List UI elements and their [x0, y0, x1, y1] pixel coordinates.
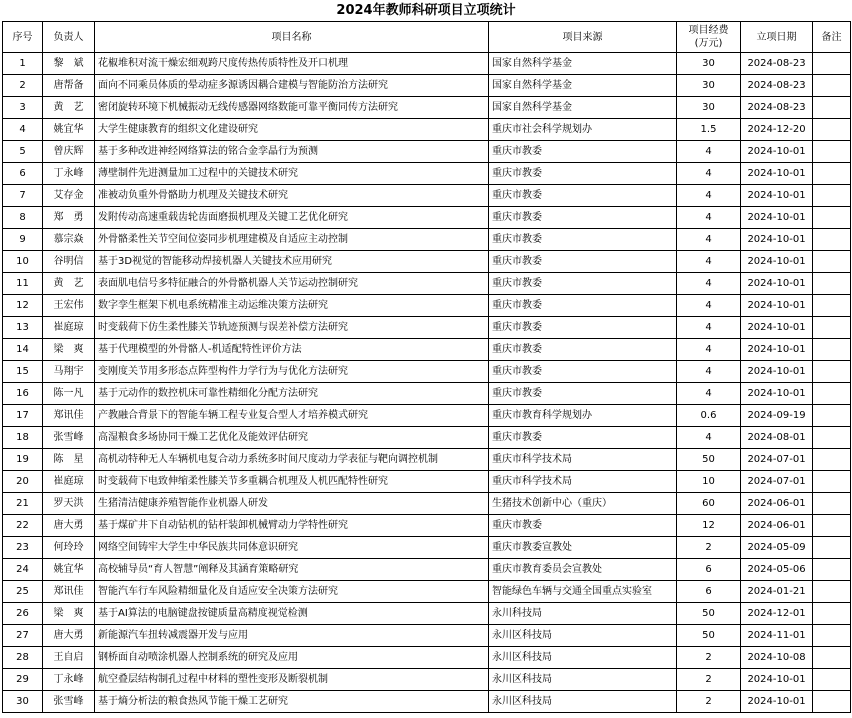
table-row	[3, 537, 851, 559]
row-owner-cell: 崔庭琼	[43, 317, 95, 339]
row-project-name-cell: 变刚度关节用多形态点阵型构件力学行为与优化方法研究	[95, 361, 489, 383]
row-project-name-cell: 大学生健康教育的组织文化建设研究	[95, 119, 489, 141]
row-source-cell: 重庆市教委	[489, 185, 677, 207]
row-funding-cell: 10	[677, 471, 741, 493]
row-source-cell: 国家自然科学基金	[489, 75, 677, 97]
row-date-cell: 2024-10-01	[741, 361, 813, 383]
row-remark-cell	[813, 647, 851, 669]
row-source-cell: 重庆市教委	[489, 317, 677, 339]
row-funding-cell: 6	[677, 559, 741, 581]
row-remark-cell	[813, 559, 851, 581]
row-source-cell: 重庆市教育委员会宣教处	[489, 559, 677, 581]
row-owner-cell: 郑讯佳	[43, 405, 95, 427]
row-owner-cell: 罗天洪	[43, 493, 95, 515]
row-date-cell: 2024-12-20	[741, 119, 813, 141]
row-source-cell: 重庆市教委	[489, 427, 677, 449]
row-project-name-cell: 面向不同乘员体质的晕动症多源诱因耦合建模与智能防治方法研究	[95, 75, 489, 97]
row-funding-cell: 2	[677, 669, 741, 691]
row-funding-cell: 2	[677, 691, 741, 713]
table-row	[3, 449, 851, 471]
row-remark-cell	[813, 383, 851, 405]
row-funding-cell: 2	[677, 647, 741, 669]
row-index-cell: 25	[3, 581, 43, 603]
row-index-cell: 2	[3, 75, 43, 97]
row-index-cell: 8	[3, 207, 43, 229]
row-funding-cell: 4	[677, 251, 741, 273]
row-source-cell: 重庆市教委	[489, 141, 677, 163]
row-source-cell: 重庆市教育科学规划办	[489, 405, 677, 427]
row-funding-cell: 4	[677, 163, 741, 185]
row-remark-cell	[813, 515, 851, 537]
row-owner-cell: 梁 爽	[43, 339, 95, 361]
row-index-cell: 7	[3, 185, 43, 207]
row-date-cell: 2024-05-06	[741, 559, 813, 581]
header-project-name: 项目名称	[95, 22, 489, 53]
row-date-cell: 2024-10-01	[741, 669, 813, 691]
row-funding-cell: 4	[677, 361, 741, 383]
row-owner-cell: 陈一凡	[43, 383, 95, 405]
row-index-cell: 6	[3, 163, 43, 185]
header-source: 项目来源	[489, 22, 677, 53]
row-date-cell: 2024-10-01	[741, 273, 813, 295]
row-source-cell: 重庆市教委	[489, 251, 677, 273]
row-index-cell: 19	[3, 449, 43, 471]
table-row	[3, 581, 851, 603]
row-source-cell: 重庆市教委	[489, 339, 677, 361]
table-title: 2024年教师科研项目立项统计	[336, 3, 516, 18]
row-owner-cell: 黄 艺	[43, 97, 95, 119]
table-row	[3, 515, 851, 537]
row-date-cell: 2024-10-01	[741, 383, 813, 405]
row-funding-cell: 4	[677, 295, 741, 317]
row-remark-cell	[813, 97, 851, 119]
row-remark-cell	[813, 339, 851, 361]
row-source-cell: 重庆市教委	[489, 207, 677, 229]
row-source-cell: 智能绿色车辆与交通全国重点实验室	[489, 581, 677, 603]
table-row	[3, 229, 851, 251]
row-owner-cell: 何玲玲	[43, 537, 95, 559]
row-date-cell: 2024-11-01	[741, 625, 813, 647]
row-remark-cell	[813, 53, 851, 75]
row-project-name-cell: 基于元动作的数控机床可靠性精细化分配方法研究	[95, 383, 489, 405]
row-source-cell: 重庆市教委	[489, 515, 677, 537]
row-index-cell: 26	[3, 603, 43, 625]
row-project-name-cell: 基于多种改进神经网络算法的铭合金孪晶行为预测	[95, 141, 489, 163]
row-remark-cell	[813, 691, 851, 713]
row-project-name-cell: 密闭旋转环境下机械振动无线传感器网络数能可靠平衡同传方法研究	[95, 97, 489, 119]
row-funding-cell: 12	[677, 515, 741, 537]
row-date-cell: 2024-10-01	[741, 185, 813, 207]
row-project-name-cell: 花椒堆积对流干燥宏细观跨尺度传热传质特性及开口机理	[95, 53, 489, 75]
row-project-name-cell: 基于煤矿井下自动钻机的钻杆装卸机械臂动力学特性研究	[95, 515, 489, 537]
row-date-cell: 2024-08-23	[741, 97, 813, 119]
row-remark-cell	[813, 141, 851, 163]
row-owner-cell: 张雪峰	[43, 427, 95, 449]
project-table	[2, 21, 851, 713]
row-funding-cell: 4	[677, 383, 741, 405]
row-date-cell: 2024-09-19	[741, 405, 813, 427]
row-date-cell: 2024-10-08	[741, 647, 813, 669]
row-source-cell: 生猪技术创新中心（重庆）	[489, 493, 677, 515]
row-owner-cell: 郑 勇	[43, 207, 95, 229]
table-row	[3, 273, 851, 295]
row-project-name-cell: 钢桥面自动喷涂机器人控制系统的研究及应用	[95, 647, 489, 669]
row-remark-cell	[813, 493, 851, 515]
row-remark-cell	[813, 471, 851, 493]
table-row	[3, 119, 851, 141]
row-source-cell: 永川区科技局	[489, 669, 677, 691]
row-project-name-cell: 航空叠层结构制孔过程中材料的塑性变形及断裂机制	[95, 669, 489, 691]
row-remark-cell	[813, 317, 851, 339]
row-project-name-cell: 网络空间铸牢大学生中华民族共同体意识研究	[95, 537, 489, 559]
row-date-cell: 2024-10-01	[741, 141, 813, 163]
row-index-cell: 17	[3, 405, 43, 427]
header-funding-line2: (万元)	[694, 38, 723, 49]
row-remark-cell	[813, 229, 851, 251]
row-funding-cell: 50	[677, 603, 741, 625]
table-row	[3, 471, 851, 493]
row-source-cell: 永川区科技局	[489, 647, 677, 669]
table-row	[3, 361, 851, 383]
row-index-cell: 16	[3, 383, 43, 405]
row-date-cell: 2024-07-01	[741, 471, 813, 493]
row-owner-cell: 姚宜华	[43, 119, 95, 141]
row-owner-cell: 曾庆辉	[43, 141, 95, 163]
row-project-name-cell: 时变载荷下电致伸缩柔性膝关节多重耦合机理及人机匹配特性研究	[95, 471, 489, 493]
row-index-cell: 5	[3, 141, 43, 163]
row-index-cell: 9	[3, 229, 43, 251]
row-project-name-cell: 高机动特种无人车辆机电复合动力系统多时间尺度动力学表征与靶向调控机制	[95, 449, 489, 471]
table-row	[3, 207, 851, 229]
row-remark-cell	[813, 625, 851, 647]
row-funding-cell: 4	[677, 207, 741, 229]
row-owner-cell: 丁永峰	[43, 669, 95, 691]
row-owner-cell: 马翔宇	[43, 361, 95, 383]
row-project-name-cell: 高湿粮食多场协同干燥工艺优化及能效评估研究	[95, 427, 489, 449]
row-remark-cell	[813, 449, 851, 471]
row-remark-cell	[813, 295, 851, 317]
row-date-cell: 2024-06-01	[741, 493, 813, 515]
row-index-cell: 14	[3, 339, 43, 361]
row-source-cell: 永川科技局	[489, 603, 677, 625]
row-remark-cell	[813, 119, 851, 141]
row-source-cell: 永川区科技局	[489, 625, 677, 647]
table-row	[3, 559, 851, 581]
row-project-name-cell: 发附传动高速重载齿轮齿面磨损机理及关键工艺优化研究	[95, 207, 489, 229]
row-owner-cell: 张雪峰	[43, 691, 95, 713]
row-index-cell: 4	[3, 119, 43, 141]
row-date-cell: 2024-08-23	[741, 75, 813, 97]
row-date-cell: 2024-07-01	[741, 449, 813, 471]
row-index-cell: 15	[3, 361, 43, 383]
row-index-cell: 29	[3, 669, 43, 691]
row-funding-cell: 4	[677, 317, 741, 339]
row-date-cell: 2024-10-01	[741, 229, 813, 251]
row-funding-cell: 50	[677, 449, 741, 471]
row-index-cell: 18	[3, 427, 43, 449]
row-index-cell: 30	[3, 691, 43, 713]
row-source-cell: 重庆市科学技术局	[489, 471, 677, 493]
row-date-cell: 2024-10-01	[741, 207, 813, 229]
row-funding-cell: 6	[677, 581, 741, 603]
row-project-name-cell: 时变载荷下仿生柔性膝关节轨迹预测与误差补偿方法研究	[95, 317, 489, 339]
row-index-cell: 23	[3, 537, 43, 559]
table-row	[3, 493, 851, 515]
header-funding-line1: 项目经费	[688, 25, 729, 36]
row-index-cell: 22	[3, 515, 43, 537]
row-index-cell: 3	[3, 97, 43, 119]
row-source-cell: 重庆市教委宣教处	[489, 537, 677, 559]
row-index-cell: 28	[3, 647, 43, 669]
row-remark-cell	[813, 427, 851, 449]
row-funding-cell: 30	[677, 53, 741, 75]
row-funding-cell: 1.5	[677, 119, 741, 141]
header-index: 序号	[3, 22, 43, 53]
row-funding-cell: 0.6	[677, 405, 741, 427]
row-source-cell: 国家自然科学基金	[489, 97, 677, 119]
row-index-cell: 24	[3, 559, 43, 581]
row-project-name-cell: 新能源汽车扭转减震器开发与应用	[95, 625, 489, 647]
row-remark-cell	[813, 273, 851, 295]
row-source-cell: 重庆市教委	[489, 383, 677, 405]
row-funding-cell: 4	[677, 339, 741, 361]
table-row	[3, 339, 851, 361]
row-owner-cell: 黄 艺	[43, 273, 95, 295]
table-row	[3, 97, 851, 119]
table-row	[3, 295, 851, 317]
row-source-cell: 重庆市科学技术局	[489, 449, 677, 471]
row-remark-cell	[813, 669, 851, 691]
row-date-cell: 2024-10-01	[741, 163, 813, 185]
table-row	[3, 75, 851, 97]
row-date-cell: 2024-10-01	[741, 251, 813, 273]
row-date-cell: 2024-08-01	[741, 427, 813, 449]
row-date-cell: 2024-10-01	[741, 317, 813, 339]
row-remark-cell	[813, 405, 851, 427]
row-funding-cell: 4	[677, 185, 741, 207]
row-funding-cell: 30	[677, 75, 741, 97]
header-funding	[677, 22, 741, 53]
row-funding-cell: 4	[677, 229, 741, 251]
row-owner-cell: 崔庭琼	[43, 471, 95, 493]
row-project-name-cell: 产教融合背景下的智能车辆工程专业复合型人才培养模式研究	[95, 405, 489, 427]
row-remark-cell	[813, 207, 851, 229]
row-source-cell: 重庆市社会科学规划办	[489, 119, 677, 141]
row-source-cell: 永川区科技局	[489, 691, 677, 713]
header-owner: 负责人	[43, 22, 95, 53]
row-funding-cell: 60	[677, 493, 741, 515]
table-row	[3, 317, 851, 339]
header-row	[3, 22, 851, 53]
row-owner-cell: 王自启	[43, 647, 95, 669]
row-owner-cell: 艾存金	[43, 185, 95, 207]
row-project-name-cell: 生猪清洁健康养殖智能作业机器人研发	[95, 493, 489, 515]
table-row	[3, 163, 851, 185]
row-date-cell: 2024-01-21	[741, 581, 813, 603]
row-owner-cell: 梁 爽	[43, 603, 95, 625]
row-source-cell: 重庆市教委	[489, 163, 677, 185]
row-date-cell: 2024-10-01	[741, 691, 813, 713]
row-owner-cell: 姚宜华	[43, 559, 95, 581]
row-owner-cell: 唐帮备	[43, 75, 95, 97]
table-row	[3, 691, 851, 713]
row-funding-cell: 2	[677, 537, 741, 559]
table-row	[3, 141, 851, 163]
table-row	[3, 53, 851, 75]
row-date-cell: 2024-10-01	[741, 339, 813, 361]
row-project-name-cell: 外骨骼柔性关节空间位姿同步机理建模及自适应主动控制	[95, 229, 489, 251]
table-row	[3, 625, 851, 647]
table-row	[3, 251, 851, 273]
row-remark-cell	[813, 537, 851, 559]
row-index-cell: 20	[3, 471, 43, 493]
row-date-cell: 2024-12-01	[741, 603, 813, 625]
table-row	[3, 185, 851, 207]
row-source-cell: 重庆市教委	[489, 229, 677, 251]
row-source-cell: 重庆市教委	[489, 273, 677, 295]
row-remark-cell	[813, 581, 851, 603]
table-row	[3, 383, 851, 405]
row-funding-cell: 4	[677, 427, 741, 449]
table-row	[3, 427, 851, 449]
row-owner-cell: 唐大勇	[43, 515, 95, 537]
row-remark-cell	[813, 361, 851, 383]
row-project-name-cell: 基于3D视觉的智能移动焊接机器人关键技术应用研究	[95, 251, 489, 273]
row-index-cell: 11	[3, 273, 43, 295]
row-remark-cell	[813, 603, 851, 625]
row-source-cell: 重庆市教委	[489, 361, 677, 383]
row-date-cell: 2024-08-23	[741, 53, 813, 75]
row-project-name-cell: 表面肌电信号多特征融合的外骨骼机器人关节运动控制研究	[95, 273, 489, 295]
row-owner-cell: 丁永峰	[43, 163, 95, 185]
row-date-cell: 2024-05-09	[741, 537, 813, 559]
row-owner-cell: 黎 斌	[43, 53, 95, 75]
row-index-cell: 13	[3, 317, 43, 339]
table-row	[3, 647, 851, 669]
row-owner-cell: 王宏伟	[43, 295, 95, 317]
row-owner-cell: 陈 星	[43, 449, 95, 471]
row-remark-cell	[813, 163, 851, 185]
row-index-cell: 12	[3, 295, 43, 317]
row-owner-cell: 唐大勇	[43, 625, 95, 647]
row-project-name-cell: 薄壁制件先进测量加工过程中的关键技术研究	[95, 163, 489, 185]
row-project-name-cell: 基于AI算法的电脑键盘按键质量高精度视觉检测	[95, 603, 489, 625]
row-remark-cell	[813, 185, 851, 207]
row-owner-cell: 慕宗焱	[43, 229, 95, 251]
row-remark-cell	[813, 251, 851, 273]
row-owner-cell: 郑讯佳	[43, 581, 95, 603]
row-project-name-cell: 基于熵分析法的粮食热风节能干燥工艺研究	[95, 691, 489, 713]
header-remark: 备注	[813, 22, 851, 53]
header-date: 立项日期	[741, 22, 813, 53]
row-project-name-cell: 基于代理模型的外骨骼人-机适配特性评价方法	[95, 339, 489, 361]
row-index-cell: 21	[3, 493, 43, 515]
row-index-cell: 27	[3, 625, 43, 647]
row-owner-cell: 谷明信	[43, 251, 95, 273]
row-funding-cell: 4	[677, 273, 741, 295]
row-funding-cell: 50	[677, 625, 741, 647]
row-remark-cell	[813, 75, 851, 97]
row-funding-cell: 30	[677, 97, 741, 119]
row-source-cell: 重庆市教委	[489, 295, 677, 317]
row-project-name-cell: 准被动负重外骨骼助力机理及关键技术研究	[95, 185, 489, 207]
row-funding-cell: 4	[677, 141, 741, 163]
table-row	[3, 603, 851, 625]
row-date-cell: 2024-06-01	[741, 515, 813, 537]
row-project-name-cell: 高校辅导员“育人智慧”阐释及其涵育策略研究	[95, 559, 489, 581]
table-row	[3, 669, 851, 691]
table-row	[3, 405, 851, 427]
row-source-cell: 国家自然科学基金	[489, 53, 677, 75]
row-date-cell: 2024-10-01	[741, 295, 813, 317]
row-index-cell: 10	[3, 251, 43, 273]
row-index-cell: 1	[3, 53, 43, 75]
row-project-name-cell: 智能汽车行车风险精细量化及自适应安全决策方法研究	[95, 581, 489, 603]
row-project-name-cell: 数字孪生框架下机电系统精准主动运维决策方法研究	[95, 295, 489, 317]
